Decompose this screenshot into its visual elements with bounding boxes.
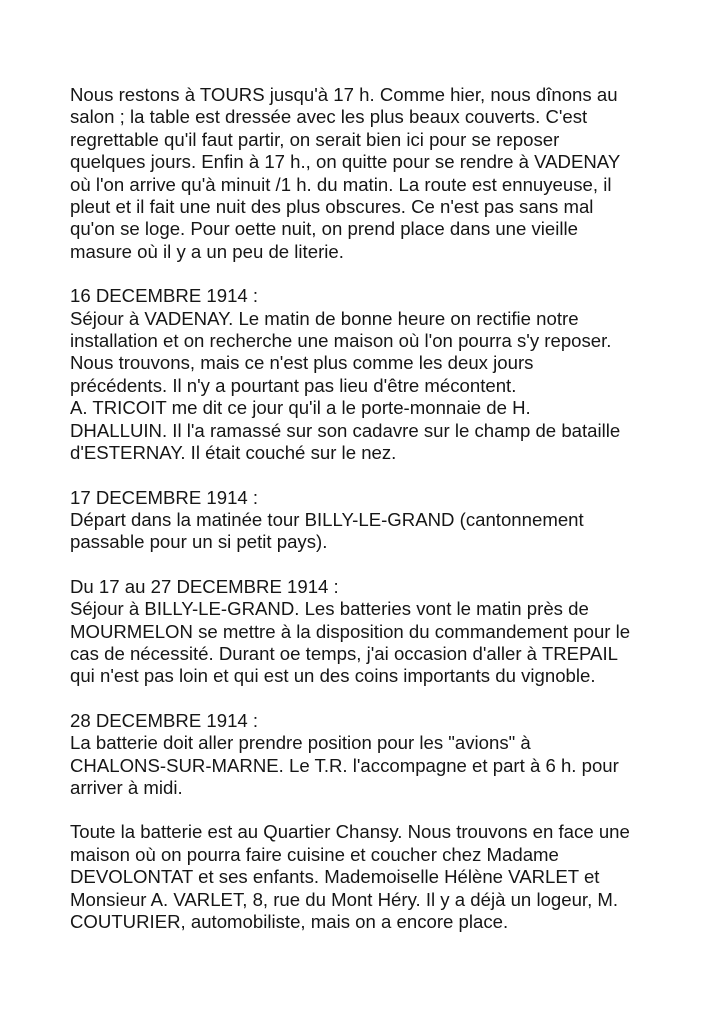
text-line: Monsieur A. VARLET, 8, rue du Mont Héry. Il y a déjà un logeur, M.: [70, 888, 619, 910]
text-line: Nous restons à TOURS jusqu'à 17 h. Comme hier, nous dînons au: [70, 84, 618, 105]
text-line: DEVOLONTAT et ses enfants. Mademoiselle Hélène VARLET et: [70, 866, 600, 888]
text-line: d'ESTERNAY. Il était couché sur le nez.: [70, 442, 397, 464]
text-line: passable pour un si petit pays).: [70, 531, 328, 553]
text-line: Départ dans la matinée tour BILLY-LE-GRAND (cantonnement: [70, 508, 584, 530]
text-line: Séjour à VADENAY. Le matin de bonne heure on rectifie notre: [70, 307, 579, 329]
paragraph-tours: [70, 84, 710, 263]
text-line: qui n'est pas loin et qui est un des coins importants du vignoble.: [70, 665, 596, 687]
text-line: précédents. Il n'y a pourtant pas lieu d'être mécontent.: [70, 374, 517, 396]
text-line: Séjour à BILLY-LE-GRAND. Les batteries vont le matin près de: [70, 598, 589, 620]
text-line: pleut et il fait une nuit des plus obscures. Ce n'est pas sans mal: [70, 196, 594, 218]
document-page: [70, 84, 710, 933]
paragraph-spacer: [70, 263, 710, 285]
text-line: MOURMELON se mettre à la disposition du commandement pour le: [70, 620, 631, 642]
text-line: arriver à midi.: [70, 776, 183, 798]
text-line: Toute la batterie est au Quartier Chansy. Nous trouvons en face une: [70, 821, 630, 843]
text-line: DHALLUIN. Il l'a ramassé sur son cadavre sur le champ de bataille: [70, 419, 621, 441]
text-line: qu'on se loge. Pour oette nuit, on prend place dans une vieille: [70, 218, 579, 240]
text-line: masure où il y a un peu de literie.: [70, 240, 344, 262]
entry-17-decembre: [70, 487, 710, 554]
entry-date-heading: 28 DECEMBRE 1914 :: [70, 709, 259, 731]
text-line: cas de nécessité. Durant oe temps, j'ai occasion d'aller à TREPAIL: [70, 642, 618, 664]
text-line: installation et on recherche une maison où l'on pourra s'y reposer.: [70, 330, 612, 352]
text-line: quelques jours. Enfin à 17 h., on quitte pour se rendre à VADENAY: [70, 151, 621, 173]
text-line: Nous trouvons, mais ce n'est plus comme les deux jours: [70, 352, 534, 374]
entry-date-heading: 16 DECEMBRE 1914 :: [70, 285, 259, 307]
text-line: CHALONS-SUR-MARNE. Le T.R. l'accompagne et part à 6 h. pour: [70, 754, 619, 776]
paragraph-spacer: [70, 688, 710, 710]
entry-28-decembre: [70, 710, 710, 800]
paragraph-quartier-chansy: [70, 821, 710, 933]
text-line: regrettable qu'il faut partir, on serait bien ici pour se reposer: [70, 128, 560, 150]
text-line: où l'on arrive qu'à minuit /1 h. du matin. La route est ennuyeuse, il: [70, 173, 612, 195]
paragraph-spacer: [70, 465, 710, 487]
text-line: COUTURIER, automobiliste, mais on a encore place.: [70, 911, 509, 932]
text-line: salon ; la table est dressée avec les plus beaux couverts. C'est: [70, 106, 588, 128]
text-line: La batterie doit aller prendre position pour les "avions" à: [70, 732, 531, 754]
paragraph-spacer: [70, 799, 710, 821]
text-line: maison où on pourra faire cuisine et coucher chez Madame: [70, 843, 559, 865]
entry-date-heading: Du 17 au 27 DECEMBRE 1914 :: [70, 575, 339, 597]
entry-17-27-decembre: [70, 576, 710, 688]
paragraph-spacer: [70, 554, 710, 576]
text-line: A. TRICOIT me dit ce jour qu'il a le porte-monnaie de H.: [70, 397, 531, 419]
entry-16-decembre: [70, 285, 710, 464]
entry-date-heading: 17 DECEMBRE 1914 :: [70, 486, 259, 508]
